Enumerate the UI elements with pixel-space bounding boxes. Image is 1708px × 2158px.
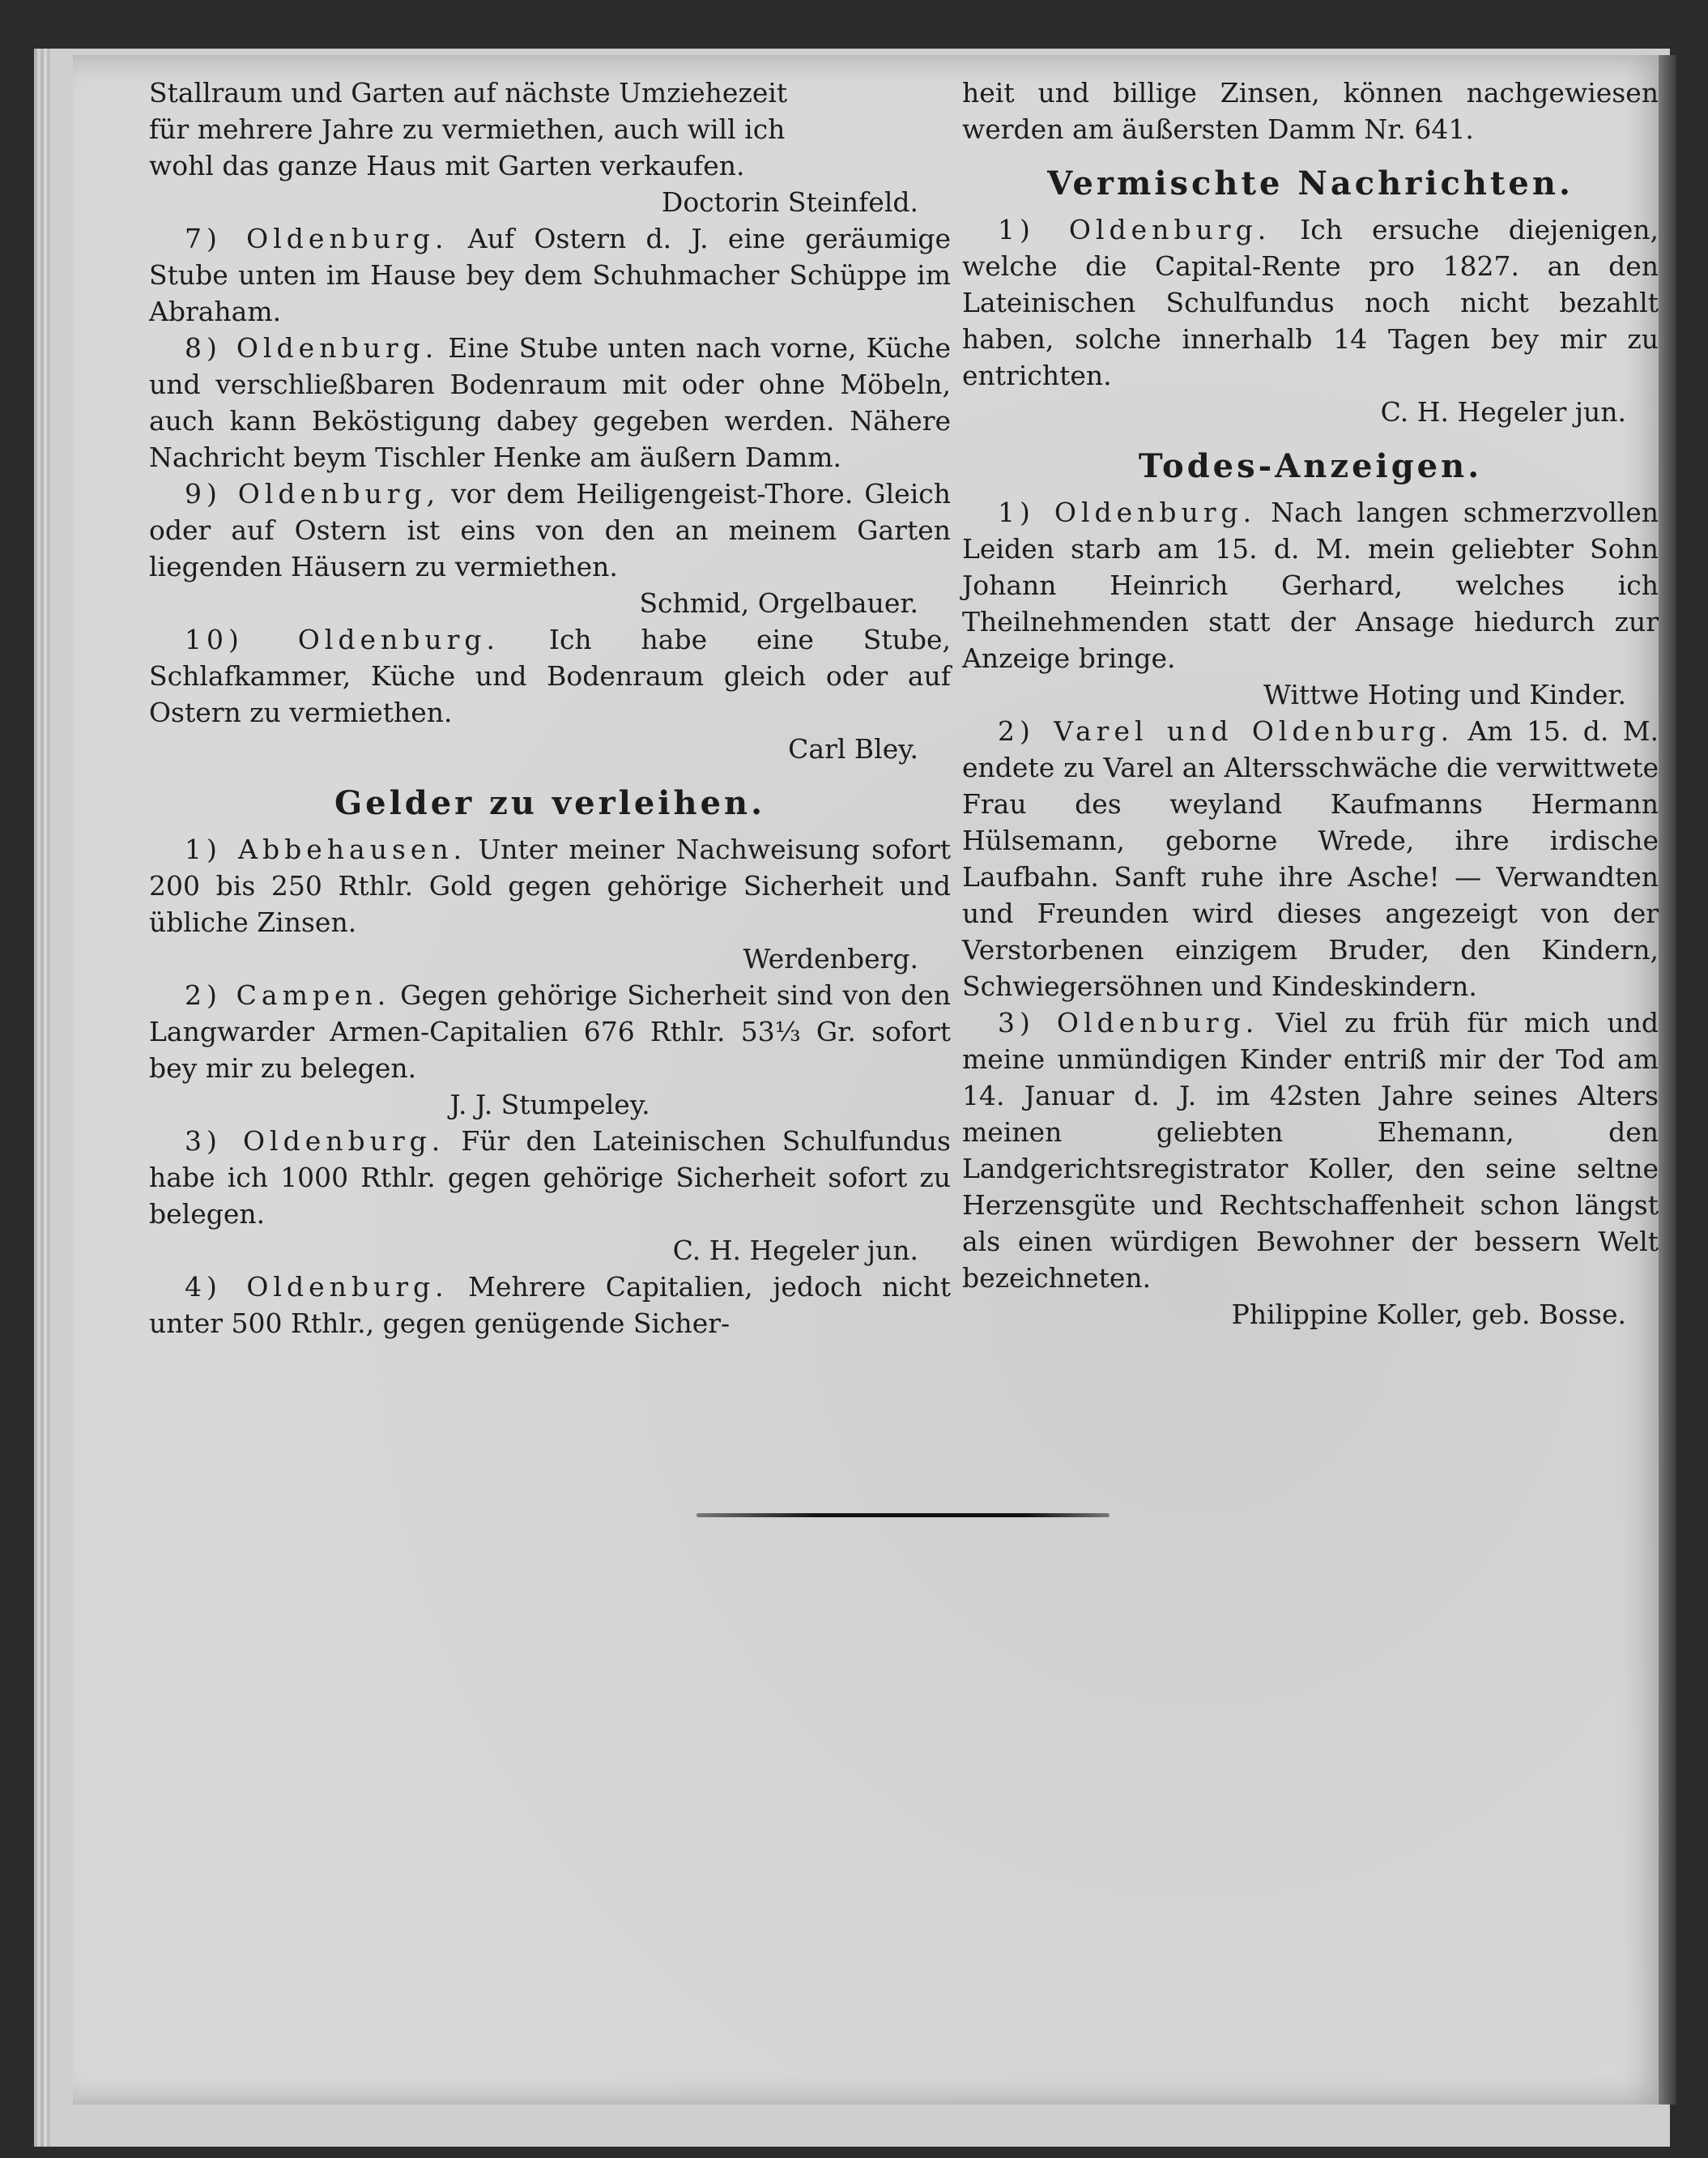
death-3-text: Viel zu früh für mich und meine unmündigen Kinder entriß mir der Tod am 14. Januar d. J. im 42sten Jahre seines Alters meinen geliebten Ehemann, den Landgerichtsregistrator Koller, den seine seltne Herzensgüte und Rechtschaffenheit schon längst als einen würdigen Bewohner der bessern Welt bezeichneten. <box>962 1007 1659 1294</box>
continuation-text: heit und billige Zinsen, können nachgewiesen werden am äußersten Damm Nr. 641. <box>962 77 1659 145</box>
loan-4-text: Mehrere Capitalien, jedoch nicht unter 500 Rthlr., gegen genügende Sicher- <box>149 1271 951 1339</box>
loan-2-place: 2) Campen. <box>185 979 391 1011</box>
ad-8-place: 8) Oldenburg. <box>185 332 439 364</box>
signature-hegeler-2: C. H. Hegeler jun. <box>1380 396 1626 428</box>
ad-9 <box>149 476 951 585</box>
loan-1-text: Unter meiner Nachweisung sofort 200 bis 250 Rthlr. Gold gegen gehörige Sicherheit und übliche Zinsen. <box>149 834 952 938</box>
death-3-place: 3) Oldenburg. <box>998 1007 1259 1038</box>
death-1 <box>962 494 1659 676</box>
binding-edge <box>1659 55 1676 2105</box>
loan-1 <box>149 831 951 940</box>
loan-3-text: Für den Lateinischen Schulfundus habe ich 1000 Rthlr. gegen gehörige Sicherheit sofort zu belegen. <box>149 1125 951 1230</box>
signature-bley: Carl Bley. <box>788 733 918 765</box>
signature-hoting: Wittwe Hoting und Kinder. <box>1263 679 1626 710</box>
death-3 <box>962 1004 1659 1296</box>
loan-3 <box>149 1123 951 1232</box>
heading-todes-anzeigen: Todes-Anzeigen. <box>1138 447 1483 485</box>
death-2-place: 2) Varel und Oldenburg. <box>998 715 1455 747</box>
ad-10 <box>149 621 951 731</box>
ad-7-place: 7) Oldenburg. <box>185 223 449 254</box>
death-2 <box>962 713 1659 1004</box>
death-2-text: Am 15. d. M. endete zu Varel an Altersschwäche die verwittwete Frau des weyland Kaufmanns Hermann Hülsemann, geborne Wrede, ihre irdische Laufbahn. Sanft ruhe ihre Asche! — Verwandten und Freunden wird dieses angezeigt von der Verstorbenen einzigem Bruder, den Kindern, Schwiegersöhnen und Kindeskindern. <box>962 715 1659 1002</box>
ad-9-text: vor dem Heiligengeist-Thore. Gleich oder auf Ostern ist eins von den an meinem Garten liegenden Häusern zu vermiethen. <box>149 478 951 582</box>
death-1-text: Nach langen schmerzvollen Leiden starb am 15. d. M. mein geliebter Sohn Johann Heinrich Gerhard, welches ich Theilnehmenden statt der Ansage hiedurch zur Anzeige bringe. <box>962 497 1659 674</box>
ad-9-place: 9) Oldenburg, <box>185 478 441 510</box>
signature-steinfeld: Doctorin Steinfeld. <box>661 186 918 218</box>
signature-stumpeley: J. J. Stumpeley. <box>449 1089 650 1120</box>
misc-1 <box>962 211 1659 394</box>
left-column <box>149 75 951 1341</box>
ad-10-text: Ich habe eine Stube, Schlafkammer, Küche und Bodenraum gleich oder auf Ostern zu vermiethen. <box>149 624 952 728</box>
right-column <box>962 75 1659 1333</box>
intro-line-2: für mehrere Jahre zu vermiethen, auch will ich <box>149 113 786 145</box>
ad-8 <box>149 330 951 476</box>
ad-7 <box>149 220 951 330</box>
ad-10-place: 10) Oldenburg. <box>185 624 500 655</box>
intro-line-1: Stallraum und Garten auf nächste Umziehezeit <box>149 77 788 109</box>
section-divider-rule <box>696 1513 1110 1517</box>
loan-2 <box>149 977 951 1086</box>
ad-8-text: Eine Stube unten nach vorne, Küche und verschließbaren Bodenraum mit oder ohne Möbeln, auch kann Beköstigung dabey gegeben werden. Nähere Nachricht beym Tischler Henke am äußern Damm. <box>149 332 951 473</box>
signature-hegeler-1: C. H. Hegeler jun. <box>672 1235 918 1266</box>
loan-1-place: 1) Abbehausen. <box>185 834 467 865</box>
misc-1-text: Ich ersuche diejenigen, welche die Capital-Rente pro 1827. an den Lateinischen Schulfundus noch nicht bezahlt haben, solche innerhalb 14 Tagen bey mir zu entrichten. <box>962 214 1659 391</box>
loan-3-place: 3) Oldenburg. <box>185 1125 445 1157</box>
signature-koller: Philippine Koller, geb. Bosse. <box>1231 1299 1626 1330</box>
loan-4-place: 4) Oldenburg. <box>185 1271 449 1303</box>
heading-gelder-zu-verleihen: Gelder zu verleihen. <box>334 784 766 822</box>
death-1-place: 1) Oldenburg. <box>998 497 1257 528</box>
signature-werdenberg: Werdenberg. <box>743 943 918 975</box>
heading-vermischte-nachrichten: Vermischte Nachrichten. <box>1047 164 1574 203</box>
loan-4 <box>149 1269 951 1341</box>
loan-2-text: Gegen gehörige Sicherheit sind von den Langwarder Armen-Capitalien 676 Rthlr. 53⅓ Gr. sofort bey mir zu belegen. <box>149 979 952 1084</box>
signature-schmid: Schmid, Orgelbauer. <box>639 587 918 619</box>
ad-7-text: Auf Ostern d. J. eine geräumige Stube unten im Hause bey dem Schuhmacher Schüppe im Abraham. <box>149 223 951 327</box>
intro-line-3: wohl das ganze Haus mit Garten verkaufen. <box>149 150 745 181</box>
misc-1-place: 1) Oldenburg. <box>998 214 1271 245</box>
